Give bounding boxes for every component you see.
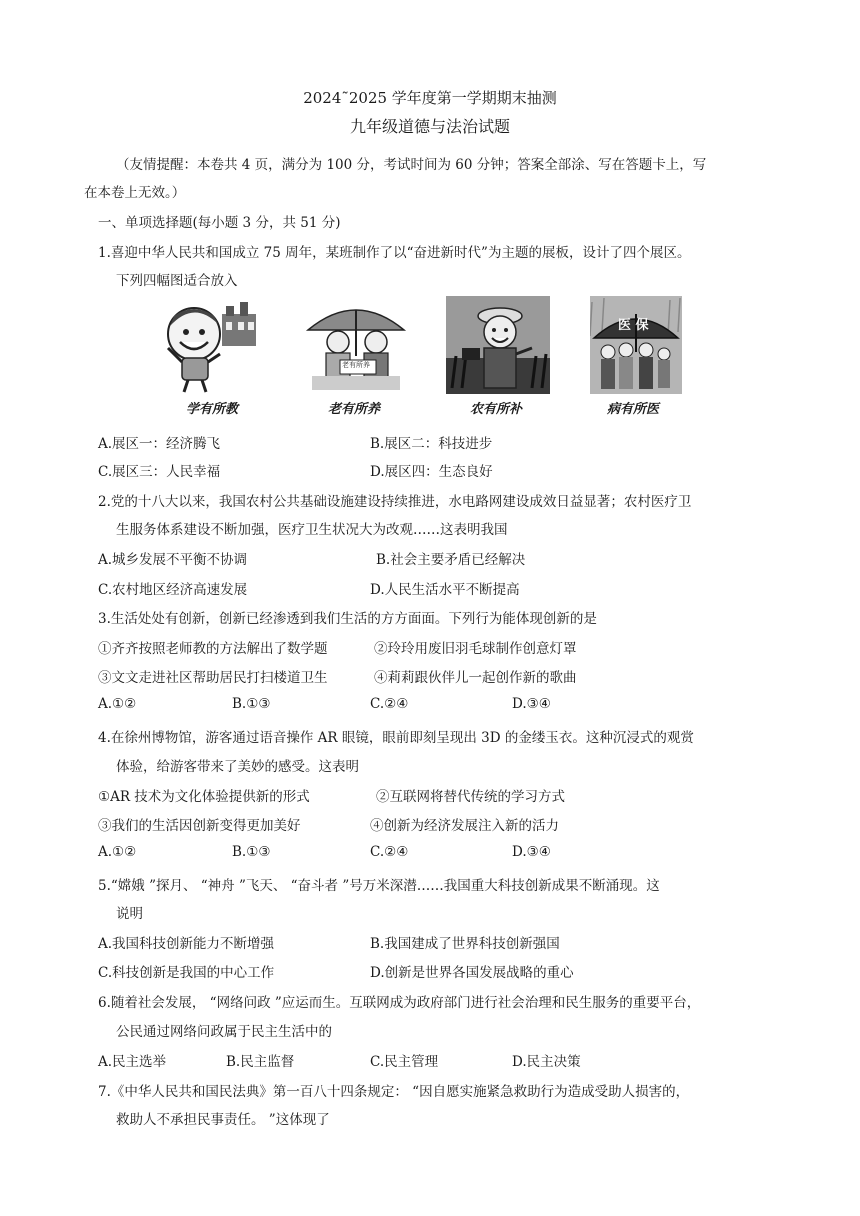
caption-3: 农有所补 bbox=[470, 402, 523, 417]
q4-stem-line-2: 体验，给游客带来了美妙的感受。这表明 bbox=[116, 759, 359, 775]
q4-option-c: C.②④ bbox=[370, 844, 409, 860]
exam-title: 2024˜2025 学年度第一学期期末抽测 bbox=[303, 89, 557, 107]
exam-subtitle: 九年级道德与法治试题 bbox=[349, 117, 510, 136]
caption-4: 病有所医 bbox=[607, 402, 660, 417]
q2-option-d: D.人民生活水平不断提高 bbox=[370, 582, 520, 598]
q5-option-c: C.科技创新是我国的中心工作 bbox=[98, 965, 275, 981]
q2-option-c: C.农村地区经济高速发展 bbox=[98, 582, 248, 598]
elderly-cartoon bbox=[304, 296, 408, 394]
notice-line-1: （友情提醒：本卷共 4 页，满分为 100 分，考试时间为 60 分钟；答案全部涂、写在答题卡上，写 bbox=[116, 157, 707, 173]
q1-option-b: B.展区二：科技进步 bbox=[370, 436, 493, 452]
q5-stem-line-1: 5.“嫦娥 ”探月、 “神舟 ”飞天、 “奋斗者 ”号万米深潜……我国重大科技创新成果不断涌现。这 bbox=[98, 878, 660, 894]
q6-stem-line-2: 公民通过网络问政属于民主生活中的 bbox=[116, 1024, 332, 1040]
q6-option-c: C.民主管理 bbox=[370, 1054, 439, 1070]
q3-stem: 3.生活处处有创新，创新已经渗透到我们生活的方方面面。下列行为能体现创新的是 bbox=[98, 611, 597, 627]
q5-stem-line-2: 说明 bbox=[116, 906, 143, 922]
q4-statement-4: ④创新为经济发展注入新的活力 bbox=[370, 818, 559, 834]
q3-statement-2: ②玲玲用废旧羽毛球制作创意灯罩 bbox=[374, 641, 577, 657]
q4-option-a: A.①② bbox=[98, 844, 137, 860]
q6-stem-line-1: 6.随着社会发展， “网络问政 ”应运而生。互联网成为政府部门进行社会治理和民生服务的重要平台， bbox=[98, 995, 701, 1011]
q2-stem-line-2: 生服务体系建设不断加强，医疗卫生状况大为改观……这表明我国 bbox=[116, 522, 508, 538]
q6-option-b: B.民主监督 bbox=[226, 1054, 295, 1070]
q4-statement-3: ③我们的生活因创新变得更加美好 bbox=[98, 818, 301, 834]
q1-stem-line-2: 下列四幅图适合放入 bbox=[116, 273, 238, 289]
umbrella-sign: 医 保 bbox=[618, 318, 649, 333]
q2-stem-line-1: 2.党的十八大以来，我国农村公共基础设施建设持续推进，水电路网建设成效日益显著；农村医疗卫 bbox=[98, 494, 692, 510]
caption-1: 学有所教 bbox=[186, 402, 239, 417]
q4-statement-2: ②互联网将替代传统的学习方式 bbox=[376, 789, 565, 805]
q4-stem-line-1: 4.在徐州博物馆，游客通过语音操作 AR 眼镜，眼前即刻呈现出 3D 的金缕玉衣。这种沉浸式的观赏 bbox=[98, 730, 694, 746]
q6-option-a: A.民主选举 bbox=[98, 1054, 167, 1070]
sign-text: 老有所养 bbox=[342, 361, 370, 369]
section-heading: 一、单项选择题(每小题 3 分，共 51 分) bbox=[98, 215, 341, 231]
q3-statement-4: ④莉莉跟伙伴儿一起创作新的歌曲 bbox=[374, 670, 577, 686]
q1-option-c: C.展区三：人民幸福 bbox=[98, 464, 221, 480]
q3-statement-1: ①齐齐按照老师教的方法解出了数学题 bbox=[98, 641, 328, 657]
q5-option-d: D.创新是世界各国发展战略的重心 bbox=[370, 965, 574, 981]
q3-option-c: C.②④ bbox=[370, 696, 409, 712]
q1-option-a: A.展区一：经济腾飞 bbox=[98, 436, 221, 452]
q7-stem-line-2: 救助人不承担民事责任。 ”这体现了 bbox=[116, 1112, 330, 1128]
q1-option-d: D.展区四：生态良好 bbox=[370, 464, 493, 480]
student-cartoon bbox=[160, 296, 260, 394]
q6-option-d: D.民主决策 bbox=[512, 1054, 581, 1070]
q4-option-d: D.③④ bbox=[512, 844, 551, 860]
q5-option-b: B.我国建成了世界科技创新强国 bbox=[370, 936, 560, 952]
q1-stem-line-1: 1.喜迎中华人民共和国成立 75 周年，某班制作了以“奋进新时代”为主题的展板，设计了四个展区。 bbox=[98, 245, 691, 261]
medical-cartoon bbox=[590, 296, 682, 394]
q4-statement-1: ①AR 技术为文化体验提供新的形式 bbox=[98, 789, 310, 805]
q3-option-d: D.③④ bbox=[512, 696, 551, 712]
notice-line-2: 在本卷上无效。） bbox=[84, 185, 186, 201]
q3-option-b: B.①③ bbox=[232, 696, 271, 712]
q7-stem-line-1: 7.《中华人民共和国民法典》第一百八十四条规定： “因自愿实施紧急救助行为造成受助人损害的， bbox=[98, 1084, 690, 1100]
q3-option-a: A.①② bbox=[98, 696, 137, 712]
q5-option-a: A.我国科技创新能力不断增强 bbox=[98, 936, 275, 952]
caption-2: 老有所养 bbox=[328, 402, 381, 417]
q3-statement-3: ③文文走进社区帮助居民打扫楼道卫生 bbox=[98, 670, 328, 686]
q2-option-a: A.城乡发展不平衡不协调 bbox=[98, 552, 248, 568]
q2-option-b: B.社会主要矛盾已经解决 bbox=[376, 552, 526, 568]
farmer-cartoon bbox=[446, 296, 550, 394]
q4-option-b: B.①③ bbox=[232, 844, 271, 860]
